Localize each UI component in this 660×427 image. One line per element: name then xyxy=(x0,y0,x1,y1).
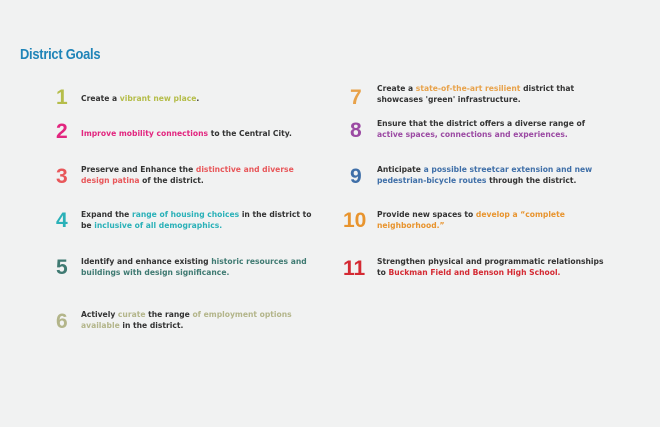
goal-highlight: historic resources and xyxy=(211,257,307,266)
goal-text xyxy=(81,310,292,331)
goal-highlight: available xyxy=(81,320,120,330)
goal-highlight: active spaces, connections and experiences. xyxy=(377,129,568,139)
goal-text-segment: be xyxy=(81,220,95,230)
goal-text-line xyxy=(377,84,574,95)
goal-highlight: inclusive of all demographics. xyxy=(94,220,223,230)
goal-text-line xyxy=(81,176,294,187)
goal-number: 10 xyxy=(343,209,367,232)
goal-highlight: curate xyxy=(117,310,146,319)
goal-highlight: develop a “complete xyxy=(475,210,565,219)
goal-highlight: range of housing choices xyxy=(131,210,240,219)
goal-text-line xyxy=(81,165,294,176)
goal-text-segment: Actively xyxy=(81,310,118,319)
goal-text-segment: in the district to xyxy=(239,210,312,219)
goal-text-line xyxy=(377,165,592,176)
goal-text-segment: Strengthen physical and programmatic relationships xyxy=(377,257,604,266)
goal-highlight: a possible streetcar extension and new xyxy=(423,165,593,174)
goal-text-line xyxy=(81,129,292,140)
goal-text-segment: the range xyxy=(145,310,193,319)
goal-text-line xyxy=(81,310,292,321)
goal-text-segment: showcases 'green' infrastructure. xyxy=(377,94,521,104)
goal-number: 4 xyxy=(56,209,68,232)
goal-highlight: of employment options xyxy=(192,310,292,319)
goal-text-segment: district that xyxy=(520,84,575,93)
goal-highlight: state-of-the-art resilient xyxy=(415,84,521,93)
goal-text-segment: Ensure that the district offers a diverse range of xyxy=(377,119,586,128)
goal-number: 9 xyxy=(350,165,362,188)
goal-text-line xyxy=(377,119,585,130)
goal-text-line xyxy=(81,321,292,332)
goal-text xyxy=(377,257,603,278)
goal-highlight: pedestrian-bicycle routes xyxy=(377,175,487,185)
goal-text-line xyxy=(81,94,199,105)
goal-number: 5 xyxy=(56,256,68,279)
goal-text-segment: Preserve and Enhance the xyxy=(81,165,196,174)
goal-highlight: design patina xyxy=(81,175,140,185)
goal-number: 8 xyxy=(350,119,362,142)
goal-text-line xyxy=(377,176,592,187)
goal-text-line xyxy=(377,130,585,141)
goal-number: 11 xyxy=(343,257,366,280)
goal-text-segment: through the district. xyxy=(486,175,577,185)
goal-text-segment: . xyxy=(196,94,200,103)
goal-highlight: neighborhood.” xyxy=(377,220,445,230)
goal-text xyxy=(377,84,574,105)
goal-text-line xyxy=(81,257,307,268)
goal-text-segment: Provide new spaces to xyxy=(377,210,476,219)
goal-text-line xyxy=(81,221,311,232)
goal-text-line xyxy=(81,210,311,221)
goal-number: 3 xyxy=(56,165,68,188)
goal-text xyxy=(377,119,585,140)
goal-text-segment: in the district. xyxy=(119,320,184,330)
page-title: District Goals xyxy=(20,46,101,63)
goal-text-segment: to the Central City. xyxy=(208,129,292,138)
goal-text-segment: Expand the xyxy=(81,210,132,219)
goal-text-segment: to xyxy=(377,267,389,277)
goal-highlight: Improve mobility connections xyxy=(81,129,209,138)
goal-text-line xyxy=(377,221,565,232)
goal-text xyxy=(81,94,199,105)
goal-text xyxy=(81,257,307,278)
goal-text xyxy=(377,210,565,231)
goal-text-line xyxy=(377,210,565,221)
goal-highlight: buildings with design significance. xyxy=(81,267,230,277)
goal-text-line xyxy=(377,95,574,106)
goal-text-segment: of the district. xyxy=(139,175,204,185)
goal-number: 7 xyxy=(350,86,362,109)
goal-text-line xyxy=(377,257,603,268)
goal-text xyxy=(81,129,292,140)
goal-text-line xyxy=(81,268,307,279)
goal-text xyxy=(81,210,311,231)
goal-number: 6 xyxy=(56,310,68,333)
goal-highlight: vibrant new place xyxy=(119,94,197,103)
goal-text-segment: Identify and enhance existing xyxy=(81,257,212,266)
goal-text-segment: Anticipate xyxy=(377,165,424,174)
goal-number: 1 xyxy=(56,86,68,109)
goal-text xyxy=(81,165,294,186)
goal-text-segment: Create a xyxy=(377,84,416,93)
goal-text-segment: Create a xyxy=(81,94,120,103)
goal-text-line xyxy=(377,268,603,279)
goal-number: 2 xyxy=(56,120,68,143)
goal-highlight: distinctive and diverse xyxy=(195,165,294,174)
goal-text xyxy=(377,165,592,186)
goal-highlight: Buckman Field and Benson High School. xyxy=(388,267,561,277)
